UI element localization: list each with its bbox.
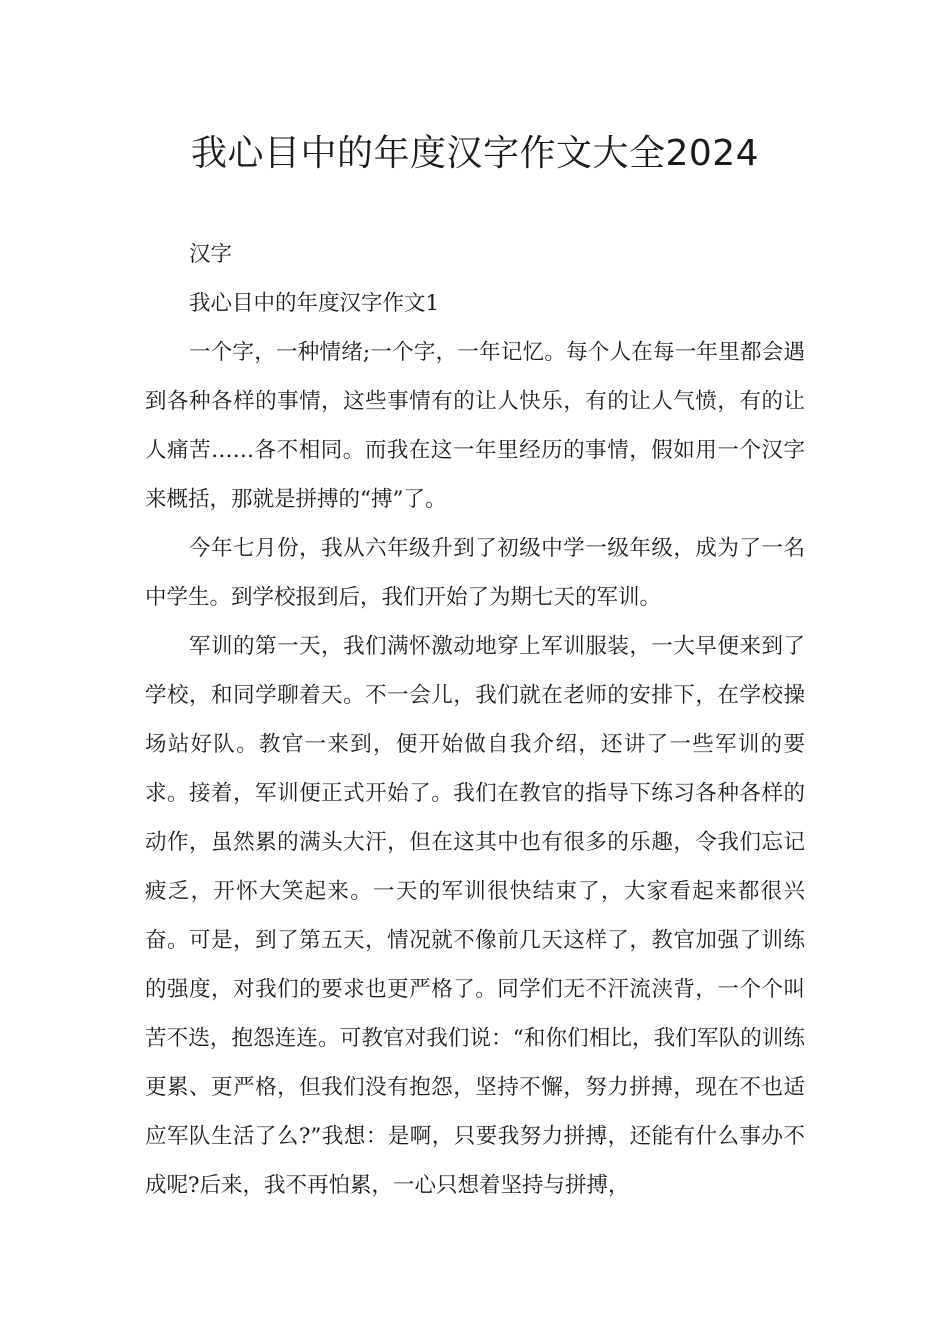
document-body <box>145 230 805 1210</box>
section-heading: 汉字 <box>189 242 233 267</box>
document-title: 我心目中的年度汉字作文大全2024 <box>190 133 760 174</box>
essay-heading: 我心目中的年度汉字作文1 <box>189 291 440 316</box>
paragraph: 一个字，一种情绪;一个字，一年记忆。每个人在每一年里都会遇到各种各样的事情，这些事情有的让人快乐，有的让人气愤，有的让人痛苦……各不相同。而我在这一年里经历的事情，假如用一个汉字来概括，那就是拼搏的“搏”了。 <box>145 340 805 512</box>
paragraph: 军训的第一天，我们满怀激动地穿上军训服装，一大早便来到了学校，和同学聊着天。不一会儿，我们就在老师的安排下，在学校操场站好队。教官一来到，便开始做自我介绍，还讲了一些军训的要求。接着，军训便正式开始了。我们在教官的指导下练习各种各样的动作，虽然累的满头大汗，但在这其中也有很多的乐趣，令我们忘记疲乏，开怀大笑起来。一天的军训很快结束了，大家看起来都很兴奋。可是，到了第五天，情况就不像前几天这样了，教官加强了训练的强度，对我们的要求也更严格了。同学们无不汗流浃背，一个个叫苦不迭，抱怨连连。可教官对我们说：“和你们相比，我们军队的训练更累、更严格，但我们没有抱怨，坚持不懈，努力拼搏，现在不也适应军队生活了么?”我想：是啊，只要我努力拼搏，还能有什么事办不成呢?后来，我不再怕累，一心只想着坚持与拼搏， <box>145 634 805 1198</box>
paragraph: 今年七月份，我从六年级升到了初级中学一级年级，成为了一名中学生。到学校报到后，我们开始了为期七天的军训。 <box>145 536 805 610</box>
